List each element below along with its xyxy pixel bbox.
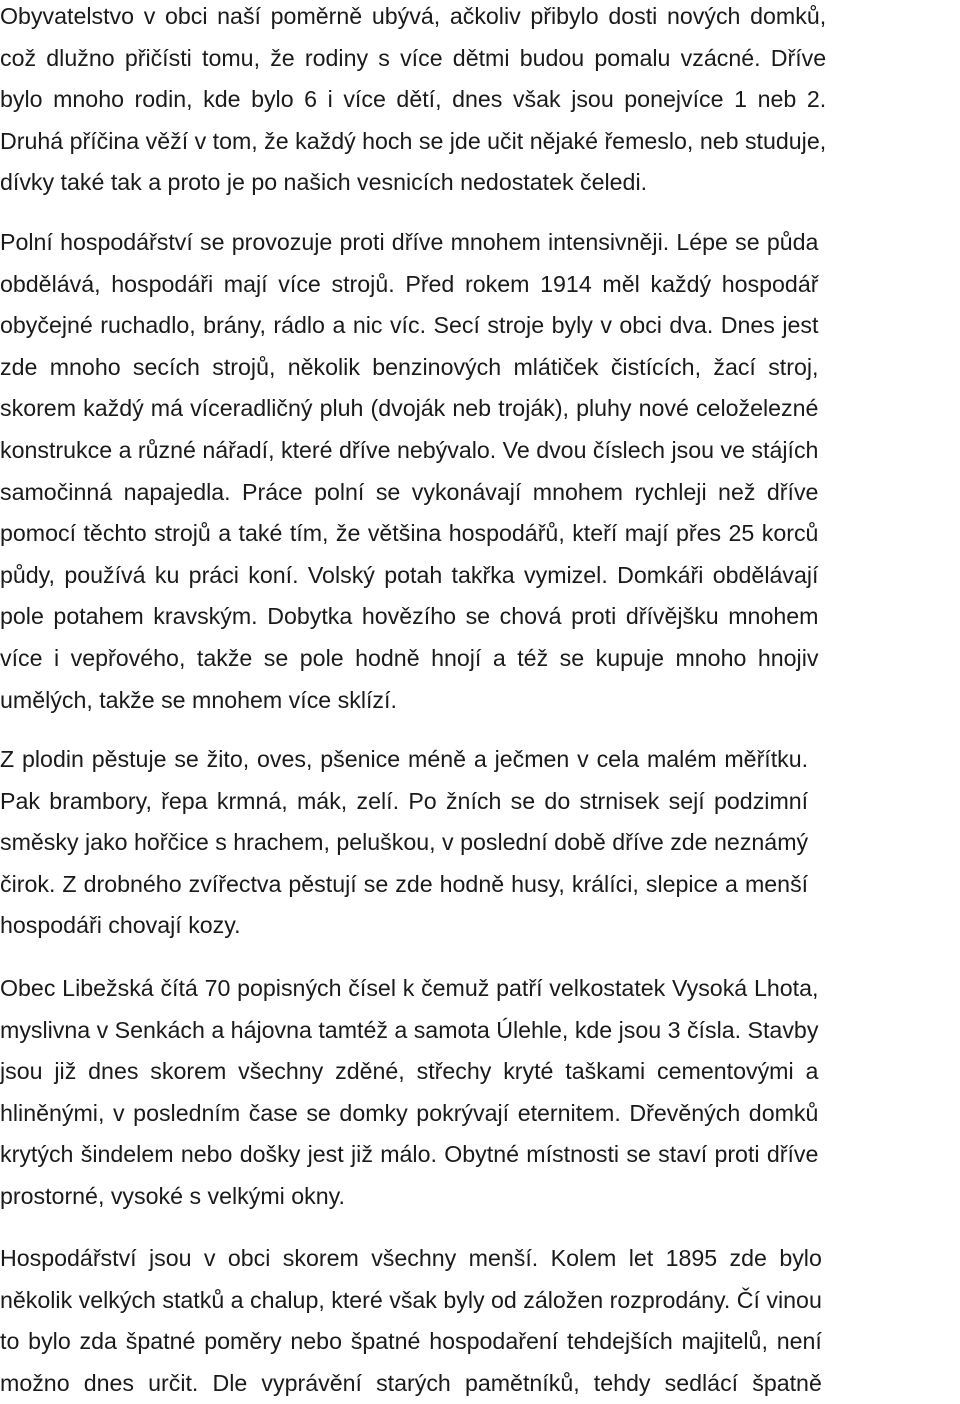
text-line: Obec Libežská čítá 70 popisných čísel k čemuž patří velkostatek Vysoká Lhota, xyxy=(0,975,819,1001)
text-line: zde mnoho secích strojů, několik benzinových mlátiček čistících, žací stroj, xyxy=(0,353,819,380)
paragraph-village-buildings xyxy=(0,968,818,1218)
text-line: čirok. Z drobného zvířectva pěstují se zde hodně husy, králíci, slepice a menší xyxy=(0,870,809,897)
text-line: samočinná napajedla. Práce polní se vykonávají mnohem rychleji než dříve xyxy=(0,478,819,505)
text-line: Hospodářství jsou v obci skorem všechny menší. Kolem let 1895 zde bylo xyxy=(0,1245,822,1271)
text-line: Obyvatelstvo v obci naší poměrně ubývá, ačkoliv přibylo dosti nových domků, xyxy=(0,3,827,29)
text-line: Z plodin pěstuje se žito, oves, pšenice méně a ječmen v cela malém měřítku. xyxy=(0,746,809,772)
text-line: půdy, používá ku práci koní. Volský potah takřka vymizel. Domkáři obdělávají xyxy=(0,561,819,588)
text-line: pole potahem kravským. Dobytka hovězího se chová proti dřívějšku mnohem xyxy=(0,603,819,630)
text-line: několik velkých statků a chalup, které však byly od záložen rozprodány. Čí vinou xyxy=(0,1286,822,1313)
text-line: obyčejné ruchadlo, brány, rádlo a nic víc. Secí stroje byly v obci dva. Dnes jest xyxy=(0,312,819,339)
text-line: jsou již dnes skorem všechny zděné, střechy kryté taškami cementovými a xyxy=(0,1058,819,1085)
paragraph-population xyxy=(0,0,826,204)
text-line: Druhá příčina věží v tom, že každý hoch se jde učit nějaké řemeslo, neb studuje, xyxy=(0,127,827,154)
text-line: hliněnými, v posledním čase se domky pokrývají eternitem. Dřevěných domků xyxy=(0,1099,819,1126)
text-line: umělých, takže se mnohem více sklízí. xyxy=(0,686,397,713)
text-line: obdělává, hospodáři mají více strojů. Před rokem 1914 měl každý hospodář xyxy=(0,270,819,297)
text-line: to bylo zda špatné poměry nebo špatné hospodaření tehdejších majitelů, není xyxy=(0,1328,822,1355)
text-line: hospodáři chovají kozy. xyxy=(0,912,241,939)
text-line: prostorné, vysoké s velkými okny. xyxy=(0,1182,345,1209)
text-line: Pak brambory, řepa krmná, mák, zelí. Po žních se do strnisek sejí podzimní xyxy=(0,787,809,814)
text-line: Polní hospodářství se provozuje proti dříve mnohem intensivněji. Lépe se půda xyxy=(0,229,819,255)
paragraph-crops xyxy=(0,739,808,947)
text-line: pomocí těchto strojů a také tím, že většina hospodářů, kteří mají přes 25 korců xyxy=(0,520,819,547)
paragraph-agriculture xyxy=(0,222,818,721)
text-line: možno dnes určit. Dle vyprávění starých pamětníků, tehdy sedlácí špatně xyxy=(0,1369,822,1396)
text-line: bylo mnoho rodin, kde bylo 6 i více dětí, dnes však jsou ponejvíce 1 neb 2. xyxy=(0,86,827,113)
text-line: skorem každý má víceradličný pluh (dvoják neb troják), pluhy nové celoželezné xyxy=(0,395,819,422)
text-line: směsky jako hořčice s hrachem, peluškou, v poslední době dříve zde neznámý xyxy=(0,829,809,856)
text-line: krytých šindelem nebo došky jest již málo. Obytné místnosti se staví proti dříve xyxy=(0,1141,819,1168)
text-line: konstrukce a různé nářadí, které dříve nebývalo. Ve dvou číslech jsou ve stájích xyxy=(0,436,819,463)
text-line: což dlužno přičísti tomu, že rodiny s více dětmi budou pomalu vzácné. Dříve xyxy=(0,44,827,71)
text-line: více i vepřového, takže se pole hodně hnojí a též se kupuje mnoho hnojiv xyxy=(0,644,819,671)
text-line: dívky také tak a proto je po našich vesnicích nedostatek čeledi. xyxy=(0,169,648,196)
paragraph-farms xyxy=(0,1238,822,1404)
text-line: myslivna v Senkách a hájovna tamtéž a samota Úlehle, kde jsou 3 čísla. Stavby xyxy=(0,1016,819,1043)
